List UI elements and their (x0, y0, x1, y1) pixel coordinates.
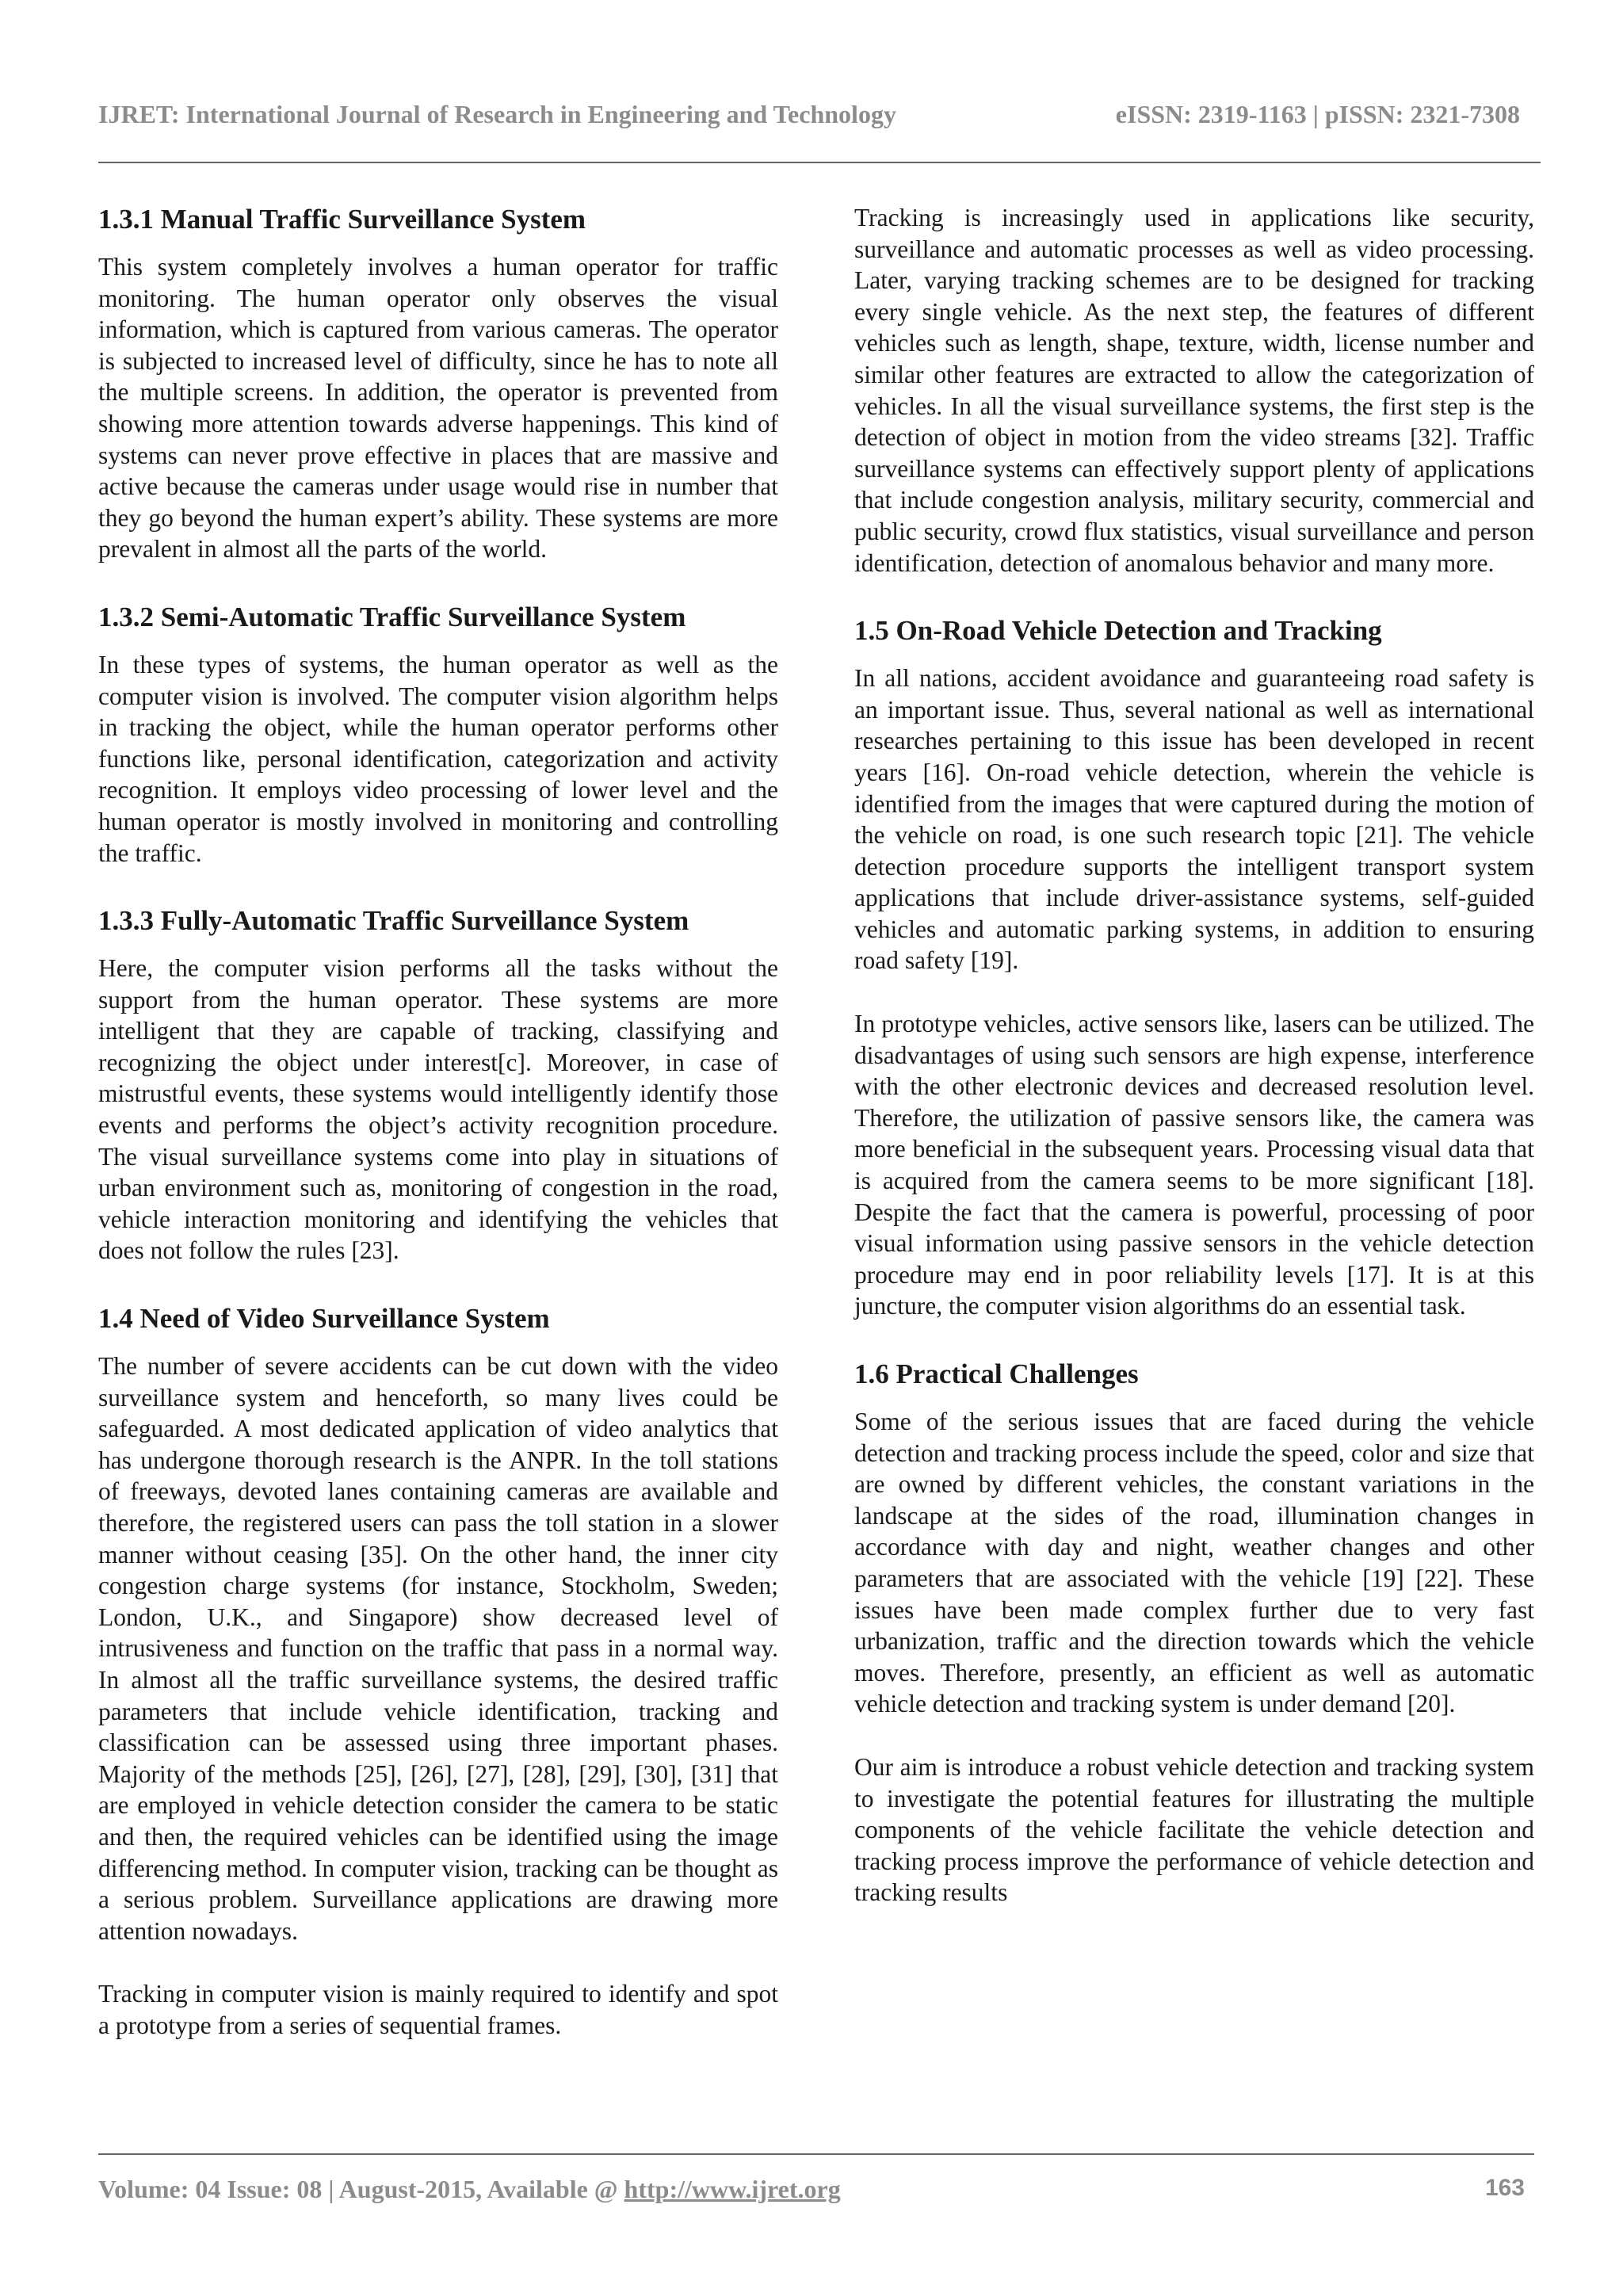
header-rule (98, 162, 1541, 163)
right-column (854, 202, 1534, 1908)
paragraph: Tracking in computer vision is mainly required to identify and spot a prototype from a series of sequential frames. (98, 1980, 778, 2039)
paragraph: In prototype vehicles, active sensors like, lasers can be utilized. The disadvantages of using such sensors are high expense, interference with the other electronic devices and decreased resolution level. Therefore, the utilization of passive sensors like, the camera was more beneficial in the subsequent years. Processing visual data that is acquired from the camera seems to be more significant [18]. Despite the fact that the camera is powerful, processing of poor visual information using passive sensors in the vehicle detection procedure may end in poor reliability levels [17]. It is at this juncture, the computer vision algorithms do an essential task. (854, 1010, 1534, 1320)
page-number: 163 (1484, 2175, 1525, 2201)
paragraph: Some of the serious issues that are faced during the vehicle detection and tracking process include the speed, color and size that are owned by different vehicles, the constant variations in the landscape at the sides of the road, illumination changes in accordance with day and night, weather changes and other parameters that are associated with the vehicle [19] [22]. These issues have been made complex further due to very fast urbanization, traffic and the direction towards which the vehicle moves. Therefore, presently, an efficient as well as automatic vehicle detection and tracking system is under demand [20]. (854, 1408, 1534, 1718)
paragraph: In all nations, accident avoidance and guaranteeing road safety is an important issue. Thus, several national as well as international researches pertaining to this issue has been developed in recent years [16]. On-road vehicle detection, wherein the vehicle is identified from the images that were captured during the motion of the vehicle on road, is one such research topic [21]. The vehicle detection procedure supports the intelligent transport system applications that include driver-assistance systems, self-guided vehicles and automatic parking systems, in addition to ensuring road safety [19]. (854, 664, 1534, 975)
paragraph: Our aim is introduce a robust vehicle detection and tracking system to investigate the potential features for illustrating the multiple components of the vehicle facilitate the vehicle detection and tracking process improve the performance of vehicle detection and tracking results (854, 1752, 1534, 1907)
paragraph: Here, the computer vision performs all the tasks without the support from the human operator. These systems are more intelligent that they are capable of tracking, classifying and recognizing the object under interest[c]. Moreover, in case of mistrustful events, these systems would intelligently identify those events and performs the object’s activity recognition procedure. The visual surveillance systems come into play in situations of urban environment such as, monitoring of congestion in the road, vehicle interaction monitoring and identifying the vehicles that does not follow the rules [23]. (98, 954, 778, 1265)
running-header (98, 100, 1525, 132)
journal-title: IJRET: International Journal of Research in Engineering and Technology (98, 100, 896, 128)
paragraph: The number of severe accidents can be cut down with the video surveillance system and henceforth, so many lives could be safeguarded. A most dedicated application of video analytics that has undergone thorough research is the ANPR. In the toll stations of freeways, devoted lanes containing cameras are available and therefore, the registered users can pass the toll station in a slower manner without ceasing [35]. On the other hand, the inner city congestion charge systems (for instance, Stockholm, Sweden; London, U.K., and Singapore) show decreased level of intrusiveness and function on the traffic that pass in a normal way. In almost all the traffic surveillance systems, the desired traffic parameters that include vehicle identification, tracking and classification can be assessed using three important phases. Majority of the methods [25], [26], [27], [28], [29], [30], [31] that are employed in vehicle detection consider the camera to be static and then, the required vehicles can be identified using the image differencing method. In computer vision, tracking can be thought as a serious problem. Surveillance applications are drawing more attention nowadays. (98, 1352, 778, 1945)
footer-rule (98, 2153, 1534, 2155)
volume-text: Volume: 04 Issue: 08 | August-2015, Available @ (98, 2175, 624, 2203)
section-heading-1-6: 1.6 Practical Challenges (854, 1358, 1139, 1389)
left-column (98, 202, 778, 2042)
section-heading-1-3-1: 1.3.1 Manual Traffic Surveillance System (98, 204, 586, 235)
section-heading-1-4: 1.4 Need of Video Surveillance System (98, 1303, 550, 1335)
volume-info (98, 2175, 841, 2204)
paragraph: Tracking is increasingly used in applications like security, surveillance and automatic processes as well as video processing. Later, varying tracking schemes are to be designed for tracking every single vehicle. As the next step, the features of different vehicles such as length, shape, texture, width, license number and similar other features are extracted to allow the categorization of vehicles. In all the visual surveillance systems, the first step is the detection of object in motion from the video streams [32]. Traffic surveillance systems can effectively support plenty of applications that include congestion analysis, military security, commercial and public security, crowd flux statistics, visual surveillance and person identification, detection of anomalous behavior and many more. (854, 204, 1534, 577)
paragraph: In these types of systems, the human operator as well as the computer vision is involved. The computer vision algorithm helps in tracking the object, while the human operator performs other functions like, personal identification, categorization and activity recognition. It employs video processing of lower level and the human operator is mostly involved in monitoring and controlling the traffic. (98, 650, 778, 867)
section-heading-1-3-3: 1.3.3 Fully-Automatic Traffic Surveillance System (98, 905, 689, 937)
issn-info: eISSN: 2319-1163 | pISSN: 2321-7308 (1115, 100, 1520, 128)
section-heading-1-3-2: 1.3.2 Semi-Automatic Traffic Surveillance System (98, 601, 686, 632)
paragraph: This system completely involves a human operator for traffic monitoring. The human operator only observes the visual information, which is captured from various cameras. The operator is subjected to increased level of difficulty, since he has to note all the multiple screens. In addition, the operator is prevented from showing more attention towards adverse happenings. This kind of systems can never prove effective in places that are massive and active because the cameras under usage would rise in number that they go beyond the human expert’s ability. These systems are more prevalent in almost all the parts of the world. (98, 253, 778, 563)
section-heading-1-5: 1.5 On-Road Vehicle Detection and Tracking (854, 615, 1382, 647)
journal-link[interactable]: http://www.ijret.org (624, 2175, 841, 2203)
